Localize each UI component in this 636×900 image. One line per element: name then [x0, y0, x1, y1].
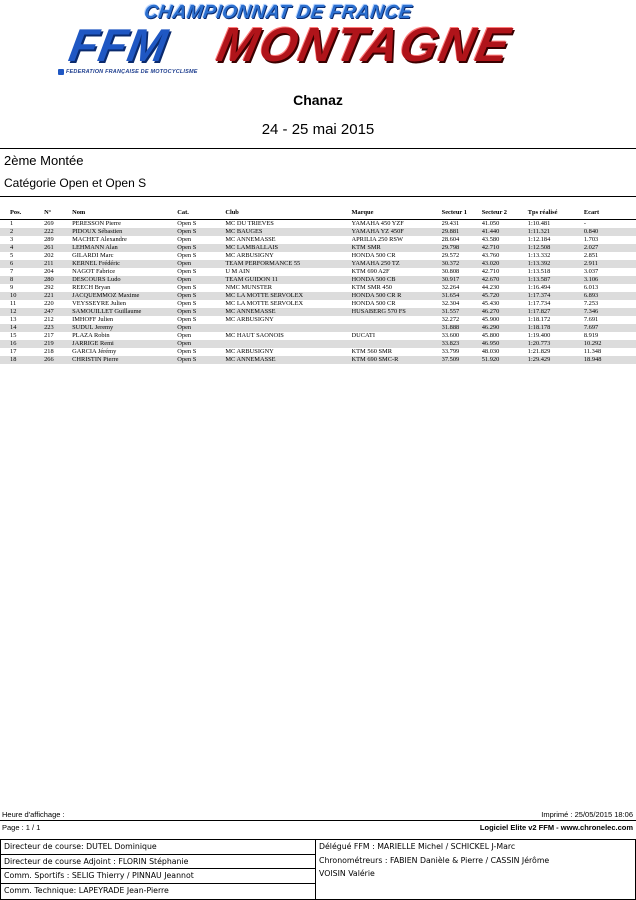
- make-cell: HONDA 500 CR R: [352, 292, 442, 300]
- official-line: Directeur de course Adjoint : FLORIN Stéphanie: [1, 855, 315, 870]
- category-cell: Open: [177, 236, 192, 244]
- table-header-row: [0, 205, 636, 220]
- gap-cell: -: [583, 220, 586, 228]
- venue-title: Chanaz: [293, 92, 343, 108]
- number-cell: 261: [40, 244, 72, 252]
- header-gap: Ecart: [584, 205, 636, 220]
- club-cell: TEAM PERFORMANCE 55: [225, 260, 351, 268]
- banner: [40, 2, 600, 80]
- table-row: [0, 228, 636, 236]
- officials-left: [1, 840, 316, 899]
- time-cell: 1:18.172: [527, 316, 551, 324]
- club-cell: MC ARBUSIGNY: [225, 316, 274, 324]
- number-cell: 222: [40, 228, 72, 236]
- header-name: Nom: [72, 205, 177, 220]
- time-cell: 1:12.184: [527, 236, 551, 244]
- name-cell: MACHET Alexandre: [72, 236, 127, 244]
- club-cell: MC LA MOTTE SERVOLEX: [225, 300, 304, 308]
- gap-cell: 8.919: [583, 332, 599, 340]
- pos-cell: 9: [10, 284, 14, 292]
- header-make: Marque: [352, 205, 442, 220]
- sector-2-cell: 43.760: [481, 252, 500, 260]
- table-row: [0, 260, 636, 268]
- club-cell: MC LAMBALLAIS: [225, 244, 351, 252]
- make-cell: HONDA 500 CB: [352, 276, 442, 284]
- gap-cell: 2.911: [584, 260, 636, 268]
- name-cell: NAGOT Fabrice: [72, 268, 116, 276]
- name-cell: VEYSSEYRE Julien: [72, 300, 126, 308]
- sector-2-cell: 41.440: [482, 228, 528, 236]
- sector-2-cell: 42.670: [482, 276, 528, 284]
- make-cell: KTM SMR: [352, 244, 442, 252]
- category-cell: Open S: [177, 228, 225, 236]
- table-row: [0, 332, 636, 340]
- name-cell: PERESSON Pierre: [72, 220, 121, 228]
- sector-2-cell: 41.050: [481, 220, 500, 228]
- header-sector-2: Secteur 2: [482, 205, 528, 220]
- time-cell: 1:13.587: [528, 276, 584, 284]
- gap-cell: 1.703: [583, 236, 599, 244]
- category-cell: Open: [177, 276, 225, 284]
- gap-cell: 6.893: [584, 292, 636, 300]
- sector-1-cell: 32.272: [441, 316, 460, 324]
- officials-right: [316, 840, 635, 899]
- sector-1-cell: 31.557: [442, 308, 482, 316]
- divider: [0, 148, 636, 149]
- club-cell: [225, 340, 351, 348]
- club-cell: MC ARBUSIGNY: [225, 348, 274, 356]
- sector-1-cell: 32.264: [441, 284, 460, 292]
- name-cell: IMHOFF Julien: [72, 316, 114, 324]
- table-row: [0, 340, 636, 348]
- name-cell: CHRISTIN Pierre: [72, 356, 177, 364]
- official-line: Directeur de course: DUTEL Dominique: [1, 840, 315, 855]
- category-cell: Open: [177, 340, 225, 348]
- table-row: [0, 244, 636, 252]
- name-cell: SAMOUILLET Guillaume: [72, 308, 177, 316]
- category-cell: Open S: [177, 300, 197, 308]
- number-cell: 219: [40, 340, 72, 348]
- make-cell: YAMAHA YZ 450F: [352, 228, 442, 236]
- header-pos: Pos.: [0, 205, 40, 220]
- time-cell: 1:29.429: [528, 356, 584, 364]
- time-cell: 1:18.178: [528, 324, 584, 332]
- number-cell: 247: [40, 308, 72, 316]
- time-cell: 1:19.400: [527, 332, 551, 340]
- sector-1-cell: 29.798: [442, 244, 482, 252]
- gap-cell: 11.348: [583, 348, 602, 356]
- table-row: [0, 324, 636, 332]
- category-cell: Open S: [177, 292, 225, 300]
- sector-2-cell: 46.290: [482, 324, 528, 332]
- time-cell: 1:10.481: [527, 220, 551, 228]
- header-number: N°: [40, 205, 72, 220]
- category-cell: Open S: [177, 284, 197, 292]
- event-dates: 24 - 25 mai 2015: [261, 121, 375, 138]
- number-cell: 280: [40, 276, 72, 284]
- table-row: [0, 276, 636, 284]
- time-cell: 1:17.827: [528, 308, 584, 316]
- sector-2-cell: 51.920: [482, 356, 528, 364]
- number-cell: 202: [44, 252, 54, 260]
- name-cell: GARCIA Jérémy: [72, 348, 117, 356]
- header-club: Club: [225, 205, 351, 220]
- make-cell: KTM SMR 450: [351, 284, 392, 292]
- sector-1-cell: 33.600: [441, 332, 460, 340]
- club-cell: MC DU TRIEVES: [225, 220, 274, 228]
- sector-1-cell: 31.654: [442, 292, 482, 300]
- name-cell: SUDUL Jeremy: [72, 324, 177, 332]
- discipline-title: MONTAGNE: [212, 19, 517, 72]
- number-cell: 212: [44, 316, 54, 324]
- club-cell: MC HAUT SAONOIS: [225, 332, 284, 340]
- category-cell: Open: [177, 324, 225, 332]
- make-cell: DUCATI: [351, 332, 375, 340]
- name-cell: KERNEL Frédéric: [72, 260, 177, 268]
- official-line: Comm. Technique: LAPEYRADE Jean-Pierre: [4, 885, 169, 895]
- time-cell: 1:11.321: [528, 228, 584, 236]
- pos-cell: 11: [10, 300, 17, 308]
- table-row: [0, 292, 636, 300]
- sector-1-cell: 37.509: [442, 356, 482, 364]
- table-row: [0, 300, 636, 308]
- name-cell: JARRIGE Remi: [72, 340, 177, 348]
- table-row: [0, 356, 636, 364]
- printed-date: Imprimé : 25/05/2015 18:06: [541, 810, 633, 819]
- table-row: [0, 236, 636, 244]
- sector-2-cell: 43.580: [481, 236, 500, 244]
- name-cell: REECH Bryan: [72, 284, 111, 292]
- gap-cell: 7.697: [584, 324, 636, 332]
- sector-1-cell: 33.823: [442, 340, 482, 348]
- pos-cell: 15: [10, 332, 17, 340]
- make-cell: HUSABERG 570 FS: [352, 308, 442, 316]
- pos-cell: 5: [10, 252, 14, 260]
- pos-cell: 10: [0, 292, 40, 300]
- gap-cell: 3.106: [584, 276, 636, 284]
- name-cell: LEHMANN Alan: [72, 244, 177, 252]
- time-cell: 1:21.829: [527, 348, 551, 356]
- pos-cell: 17: [10, 348, 17, 356]
- club-cell: MC ANNEMASSE: [225, 236, 276, 244]
- run-title: 2ème Montée: [4, 153, 84, 168]
- number-cell: 269: [44, 220, 54, 228]
- make-cell: KTM 560 SMR: [351, 348, 392, 356]
- officials-box: [0, 839, 636, 900]
- number-cell: 218: [44, 348, 54, 356]
- divider: [0, 820, 636, 821]
- make-cell: HONDA 500 CR: [351, 252, 396, 260]
- table-row: [0, 348, 636, 356]
- time-cell: 1:12.508: [528, 244, 584, 252]
- category-cell: Open S: [177, 268, 197, 276]
- sector-2-cell: 42.710: [481, 268, 500, 276]
- results-body: [0, 220, 636, 365]
- federation-icon: [58, 69, 64, 75]
- club-cell: TEAM GUIDON 11: [225, 276, 351, 284]
- number-cell: 223: [40, 324, 72, 332]
- pos-cell: 18: [0, 356, 40, 364]
- sector-1-cell: 29.431: [441, 220, 460, 228]
- sector-1-cell: 30.917: [442, 276, 482, 284]
- category-cell: Open S: [177, 220, 197, 228]
- header-time: Tps réalisé: [528, 205, 584, 220]
- pos-cell: 1: [10, 220, 14, 228]
- number-cell: 221: [40, 292, 72, 300]
- number-cell: 217: [44, 332, 54, 340]
- name-cell: DESCOURS Ludo: [72, 276, 177, 284]
- club-cell: NMC MUNSTER: [225, 284, 273, 292]
- make-cell: KTM 690 A2F: [351, 268, 390, 276]
- time-cell: 1:17.734: [527, 300, 551, 308]
- gap-cell: 2.027: [584, 244, 636, 252]
- sector-1-cell: 33.799: [441, 348, 460, 356]
- club-cell: U M AIN: [225, 268, 250, 276]
- pos-cell: 16: [0, 340, 40, 348]
- sector-2-cell: 48.030: [481, 348, 500, 356]
- category-cell: Open: [177, 260, 225, 268]
- gap-cell: 10.292: [584, 340, 636, 348]
- sector-1-cell: 28.604: [441, 236, 460, 244]
- make-cell: APRILIA 250 RSW: [351, 236, 403, 244]
- pos-cell: 13: [10, 316, 17, 324]
- number-cell: 289: [44, 236, 54, 244]
- federation-name: FEDERATION FRANÇAISE DE MOTOCYCLISME: [66, 69, 198, 75]
- sector-2-cell: 45.800: [481, 332, 500, 340]
- official-line: Délégué FFM : MARIELLE Michel / SCHICKEL J-Marc: [319, 842, 516, 851]
- number-cell: 266: [40, 356, 72, 364]
- sector-1-cell: 29.572: [441, 252, 460, 260]
- pos-cell: 2: [0, 228, 40, 236]
- results-table: [0, 205, 636, 364]
- number-cell: 211: [40, 260, 72, 268]
- category-cell: Open S: [177, 308, 225, 316]
- championship-title: CHAMPIONNAT DE FRANCE: [142, 2, 414, 23]
- sector-1-cell: 29.881: [442, 228, 482, 236]
- pos-cell: 6: [0, 260, 40, 268]
- category-cell: Open: [177, 332, 192, 340]
- table-row: [0, 308, 636, 316]
- name-cell: PLAZA Robin: [72, 332, 110, 340]
- category-cell: Open S: [177, 252, 197, 260]
- sector-1-cell: 30.372: [442, 260, 482, 268]
- make-cell: KTM 690 SMC-R: [352, 356, 442, 364]
- number-cell: 204: [44, 268, 54, 276]
- official-line: VOISIN Valérie: [319, 869, 375, 878]
- sector-2-cell: 46.270: [482, 308, 528, 316]
- club-cell: MC BAUGES: [225, 228, 351, 236]
- ffm-logo: FFM: [65, 19, 173, 71]
- make-cell: YAMAHA 450 YZF: [351, 220, 404, 228]
- make-cell: [352, 316, 442, 324]
- table-row: [0, 316, 636, 324]
- time-cell: 1:13.392: [528, 260, 584, 268]
- pos-cell: 7: [10, 268, 14, 276]
- gap-cell: 7.253: [583, 300, 599, 308]
- gap-cell: 3.037: [583, 268, 599, 276]
- official-line: Chronométreurs : FABIEN Danièle & Pierre / CASSIN Jérôme: [319, 855, 550, 865]
- sector-2-cell: 45.430: [481, 300, 500, 308]
- club-cell: [225, 324, 351, 332]
- table-row: [0, 220, 636, 229]
- number-cell: 292: [44, 284, 54, 292]
- pos-cell: 4: [0, 244, 40, 252]
- divider: [0, 196, 636, 197]
- time-cell: 1:17.374: [528, 292, 584, 300]
- name-cell: PIDOUX Sébastien: [72, 228, 177, 236]
- table-row: [0, 268, 636, 276]
- sector-2-cell: 44.230: [481, 284, 500, 292]
- sector-2-cell: 46.950: [482, 340, 528, 348]
- category-cell: Open S: [177, 348, 197, 356]
- category-cell: Open S: [177, 356, 225, 364]
- category-cell: Open S: [177, 316, 197, 324]
- footer-page-info: [0, 823, 636, 834]
- make-cell: [352, 340, 442, 348]
- display-time-label: Heure d'affichage :: [2, 810, 65, 819]
- table-row: [0, 284, 636, 292]
- category-cell: Open S: [177, 244, 225, 252]
- table-row: [0, 252, 636, 260]
- club-cell: MC ARBUSIGNY: [225, 252, 274, 260]
- make-cell: HONDA 500 CR: [351, 300, 396, 308]
- header-sector-1: Secteur 1: [442, 205, 482, 220]
- gap-cell: 0.840: [584, 228, 636, 236]
- number-cell: 220: [44, 300, 54, 308]
- category-title: Catégorie Open et Open S: [4, 176, 147, 190]
- sector-1-cell: 30.808: [441, 268, 460, 276]
- sector-1-cell: 32.304: [441, 300, 460, 308]
- time-cell: 1:13.518: [527, 268, 551, 276]
- club-cell: MC ANNEMASSE: [225, 308, 351, 316]
- sector-2-cell: 42.710: [482, 244, 528, 252]
- software-credit: Logiciel Elite v2 FFM - www.chronelec.com: [479, 823, 633, 832]
- name-cell: GILARDI Marc: [72, 252, 114, 260]
- official-line: Comm. Sportifs : SELIG Thierry / PINNAU Jeannot: [1, 869, 315, 884]
- time-cell: 1:16.494: [527, 284, 551, 292]
- make-cell: [352, 324, 442, 332]
- gap-cell: 7.346: [584, 308, 636, 316]
- name-cell: JACQUEMMOZ Maxime: [72, 292, 177, 300]
- make-cell: YAMAHA 250 TZ: [352, 260, 442, 268]
- sector-2-cell: 45.900: [481, 316, 500, 324]
- sector-1-cell: 31.888: [442, 324, 482, 332]
- time-cell: 1:20.773: [528, 340, 584, 348]
- pos-cell: 14: [0, 324, 40, 332]
- gap-cell: 7.691: [583, 316, 599, 324]
- club-cell: MC ANNEMASSE: [225, 356, 351, 364]
- header-category: Cat.: [177, 205, 225, 220]
- time-cell: 1:13.332: [527, 252, 551, 260]
- page-number: Page : 1 / 1: [2, 823, 41, 832]
- pos-cell: 8: [0, 276, 40, 284]
- club-cell: MC LA MOTTE SERVOLEX: [225, 292, 351, 300]
- pos-cell: 12: [0, 308, 40, 316]
- sector-2-cell: 45.720: [482, 292, 528, 300]
- sector-2-cell: 43.020: [482, 260, 528, 268]
- gap-cell: 18.948: [584, 356, 636, 364]
- pos-cell: 3: [10, 236, 14, 244]
- gap-cell: 2.851: [583, 252, 599, 260]
- gap-cell: 6.013: [583, 284, 599, 292]
